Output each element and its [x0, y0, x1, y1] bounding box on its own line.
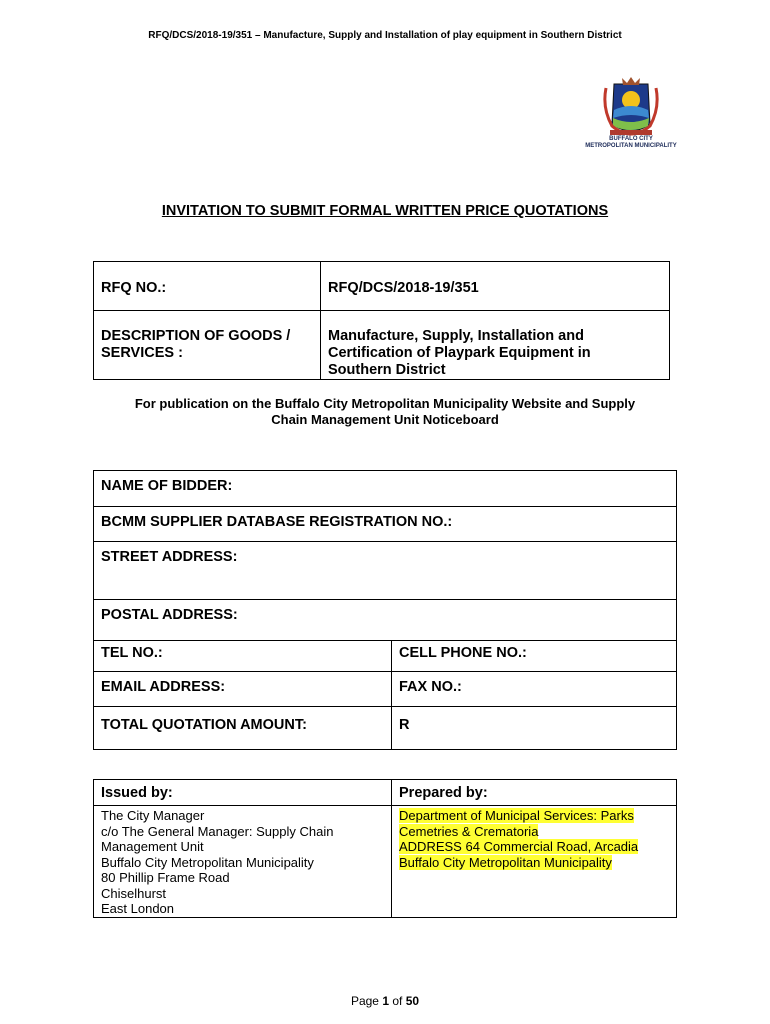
description-value-line3: Southern District — [328, 362, 446, 378]
prepared-line: Buffalo City Metropolitan Municipality — [399, 854, 612, 870]
logo-caption — [583, 136, 679, 150]
publication-line1: For publication on the Buffalo City Metropolitan Municipality Website and Supply — [134, 396, 636, 411]
bidder-details-table — [93, 470, 677, 750]
issued-line: Chiselhurst — [101, 885, 167, 901]
issued-by-label: Issued by: — [94, 780, 392, 806]
prepared-line: Cemetries & Crematoria — [399, 823, 539, 839]
prepared-by-address — [392, 806, 677, 918]
rfq-details-table — [93, 261, 670, 380]
rfq-no-label: RFQ NO.: — [94, 262, 321, 311]
registration-number-field[interactable]: BCMM SUPPLIER DATABASE REGISTRATION NO.: — [94, 507, 677, 542]
publication-line2: Chain Management Unit Noticeboard — [271, 412, 499, 427]
prepared-by-label: Prepared by: — [392, 780, 677, 806]
issued-line: East London — [101, 901, 175, 916]
email-address-field[interactable]: EMAIL ADDRESS: — [94, 672, 392, 707]
prepared-line: Department of Municipal Services: Parks — [399, 808, 634, 823]
issued-line: The City Manager — [101, 808, 205, 823]
publication-notice — [100, 396, 670, 428]
issued-prepared-table — [93, 779, 677, 918]
logo-caption-line1: BUFFALO CITY — [609, 136, 653, 142]
page-footer — [0, 994, 770, 1008]
issued-line: c/o The General Manager: Supply Chain — [101, 823, 334, 839]
total-quotation-label: TOTAL QUOTATION AMOUNT: — [94, 707, 392, 750]
prepared-line: ADDRESS 64 Commercial Road, Arcadia — [399, 839, 639, 854]
tel-no-field[interactable]: TEL NO.: — [94, 641, 392, 672]
description-label — [94, 311, 321, 380]
issued-line: Management Unit — [101, 839, 204, 854]
rfq-no-value: RFQ/DCS/2018-19/351 — [321, 262, 670, 311]
street-address-field[interactable]: STREET ADDRESS: — [94, 542, 677, 600]
cell-phone-field[interactable]: CELL PHONE NO.: — [392, 641, 677, 672]
postal-address-field[interactable]: POSTAL ADDRESS: — [94, 600, 677, 641]
bidder-name-field[interactable]: NAME OF BIDDER: — [94, 471, 677, 507]
of-word: of — [392, 994, 403, 1008]
description-value-line2: Certification of Playpark Equipment in — [328, 345, 591, 361]
logo-caption-line2: METROPOLITAN MUNICIPALITY — [585, 143, 677, 149]
page-total: 50 — [405, 994, 420, 1008]
description-label-line1: DESCRIPTION OF GOODS / — [101, 328, 291, 344]
description-label-line2: SERVICES : — [101, 345, 183, 361]
description-value-line1: Manufacture, Supply, Installation and — [328, 328, 584, 344]
total-quotation-field[interactable]: R — [392, 707, 677, 750]
page-title: INVITATION TO SUBMIT FORMAL WRITTEN PRICE QUOTATIONS — [161, 203, 609, 219]
fax-no-field[interactable]: FAX NO.: — [392, 672, 677, 707]
page-number: 1 — [382, 994, 389, 1008]
document-header: RFQ/DCS/2018-19/351 – Manufacture, Supply and Installation of play equipment in Southern District — [148, 30, 622, 41]
page-word: Page — [350, 994, 379, 1008]
issued-line: Buffalo City Metropolitan Municipality — [101, 854, 314, 870]
issued-by-address — [94, 806, 392, 918]
description-value — [321, 311, 670, 380]
issued-line: 80 Phillip Frame Road — [101, 870, 230, 885]
